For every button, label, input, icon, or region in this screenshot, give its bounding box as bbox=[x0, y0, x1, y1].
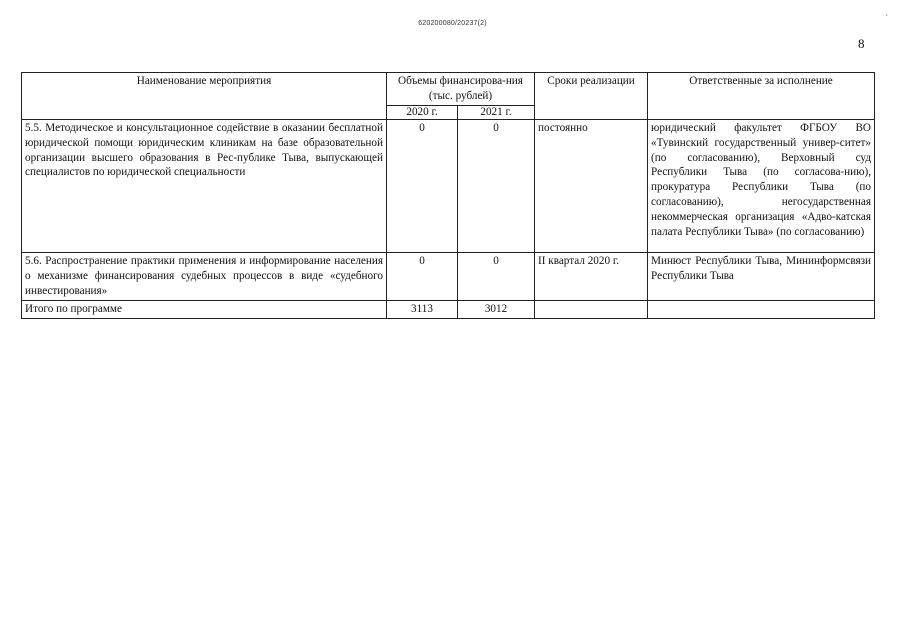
total-row bbox=[22, 301, 875, 319]
table-row bbox=[22, 253, 875, 301]
funding-2020-cell: 0 bbox=[387, 253, 458, 301]
header-year-2020: 2020 г. bbox=[387, 106, 458, 120]
funding-2021-cell: 0 bbox=[458, 120, 535, 253]
responsible-cell: юридический факультет ФГБОУ ВО «Тувинский государственный универ-ситет» (по согласованию), Верховный суд Республики Тыва (по согласова-нию), прокуратура Республики Тыва (по согласованию), негосударственная некоммерческая организация «Адво-катская палата Республики Тыва» (по согласованию) bbox=[648, 120, 875, 253]
total-2020: 3113 bbox=[387, 301, 458, 319]
activity-cell: 5.6. Распространение практики применения и информирование населения о механизме финансирования судебных процессов в виде «судебного инвестирования» bbox=[22, 253, 387, 301]
period-cell: постоянно bbox=[535, 120, 648, 253]
table-row bbox=[22, 120, 875, 253]
activity-cell: 5.5. Методическое и консультационное содействие в оказании бесплатной юридической помощи юридическим клиникам на базе образовательной организации высшего образования в Рес-публике Тыва, выпускающей специалистов по юридической специальности bbox=[22, 120, 387, 253]
header-period: Сроки реализации bbox=[535, 73, 648, 120]
total-label: Итого по программе bbox=[22, 301, 387, 319]
header-activity: Наименование мероприятия bbox=[22, 73, 387, 120]
period-cell: II квартал 2020 г. bbox=[535, 253, 648, 301]
page-number: 8 bbox=[858, 36, 865, 51]
header-year-2021: 2021 г. bbox=[458, 106, 535, 120]
responsible-cell: Минюст Республики Тыва, Мининформсвязи Республики Тыва bbox=[648, 253, 875, 301]
program-activities-table bbox=[21, 72, 875, 319]
corner-mark: ʻ bbox=[883, 11, 890, 22]
total-responsible bbox=[648, 301, 875, 319]
registration-number: 620200080/20237(2) bbox=[418, 20, 487, 27]
funding-2020-cell: 0 bbox=[387, 120, 458, 253]
header-funding: Объемы финансирова-ния (тыс. рублей) bbox=[387, 73, 535, 106]
funding-2021-cell: 0 bbox=[458, 253, 535, 301]
header-responsible: Ответственные за исполнение bbox=[648, 73, 875, 120]
total-2021: 3012 bbox=[458, 301, 535, 319]
header-row bbox=[22, 73, 875, 106]
total-period bbox=[535, 301, 648, 319]
